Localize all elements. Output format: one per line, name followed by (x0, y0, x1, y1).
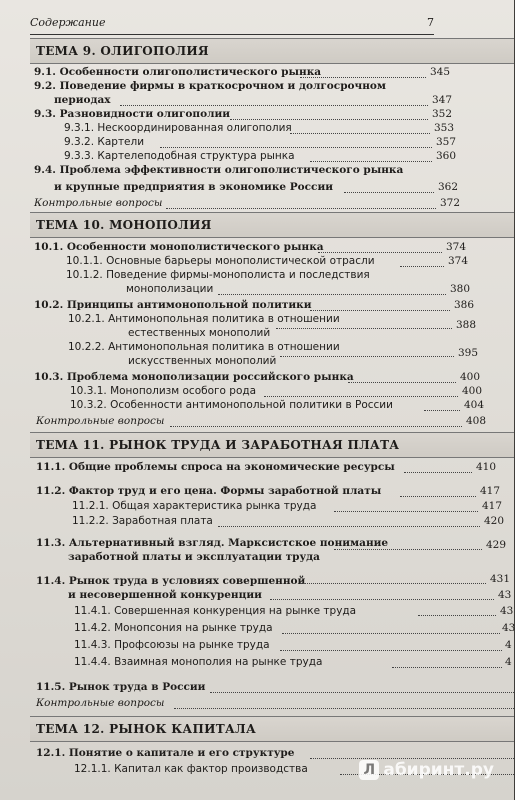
page-number: 7 (427, 16, 434, 29)
toc-entry-10-1-2-cont: монополизации (126, 283, 214, 295)
page-ref-kv9: 372 (440, 197, 461, 209)
toc-entry-9-3-1: 9.3.1. Нескоординированная олигополия (64, 122, 292, 134)
leader-dots (218, 525, 480, 527)
toc-entry-11-4-1: 11.4.1. Совершенная конкуренция на рынке труда (74, 605, 357, 617)
toc-entry-11-2: 11.2. Фактор труд и его цена. Формы заработной платы (36, 485, 382, 497)
page-ref-11-2-1: 417 (482, 500, 503, 512)
toc-entry-10-2: 10.2. Принципы антимонопольной политики (34, 299, 312, 311)
page-ref-10-2-1: 388 (456, 319, 477, 331)
page-ref-11-4: 431 (490, 573, 511, 585)
toc-entry-9-3-3: 9.3.3. Картелеподобная структура рынка (64, 150, 295, 162)
leader-dots (280, 649, 502, 651)
toc-entry-9-2: 9.2. Поведение фирмы в краткосрочном и долгосрочном (34, 80, 387, 92)
page-ref-11-4-1: 43 (500, 605, 514, 617)
page-ref-9-3-2: 357 (436, 136, 457, 148)
page-ref-kv10: 408 (466, 415, 487, 427)
leader-dots (318, 251, 442, 253)
toc-entry-11-4-cont: и несовершенной конкуренции (68, 589, 262, 601)
leader-dots (160, 146, 432, 148)
control-questions-11: Контрольные вопросы (36, 697, 165, 709)
page-ref-9-3-3: 360 (436, 150, 457, 162)
leader-dots (218, 293, 446, 295)
page-ref-10-3-1: 400 (462, 385, 483, 397)
toc-entry-10-2-2: 10.2.2. Антимонопольная политика в отношении (68, 341, 340, 353)
topic-12-heading: ТЕМА 12. РЫНОК КАПИТАЛА (30, 716, 514, 742)
leader-dots (276, 327, 452, 329)
leader-dots (348, 381, 456, 383)
header-title: Содержание (30, 16, 106, 29)
toc-entry-10-2-1-cont: естественных монополий (128, 327, 271, 339)
toc-entry-12-1: 12.1. Понятие о капитале и его структуре (36, 747, 295, 759)
toc-entry-11-2-1: 11.2.1. Общая характеристика рынка труда (72, 500, 317, 512)
topic-9-heading: ТЕМА 9. ОЛИГОПОЛИЯ (30, 38, 514, 64)
page-ref-10-1-2: 380 (450, 283, 471, 295)
toc-entry-9-2-cont: периодах (54, 94, 111, 106)
leader-dots (120, 104, 428, 106)
toc-entry-11-3-cont: заработной платы и эксплуатации труда (68, 551, 320, 563)
toc-entry-11-4-3: 11.4.3. Профсоюзы на рынке труда (74, 639, 270, 651)
labirint-logo-icon: Л (359, 760, 379, 780)
leader-dots (418, 614, 496, 616)
leader-dots (400, 495, 476, 497)
toc-entry-10-3-1: 10.3.1. Монополизм особого рода (70, 385, 257, 397)
leader-dots (170, 425, 462, 427)
leader-dots (270, 598, 494, 600)
toc-entry-10-3-2: 10.3.2. Особенности антимонопольной политики в России (70, 399, 393, 411)
leader-dots (174, 707, 514, 709)
page-ref-9-1: 345 (430, 66, 451, 78)
leader-dots (310, 757, 514, 759)
toc-entry-10-2-1: 10.2.1. Антимонопольная политика в отношении (68, 313, 340, 325)
leader-dots (230, 118, 428, 120)
toc-entry-11-5: 11.5. Рынок труда в России (36, 681, 206, 693)
page-ref-10-1-1: 374 (448, 255, 469, 267)
control-questions-10: Контрольные вопросы (36, 415, 165, 427)
leader-dots (300, 76, 426, 78)
toc-entry-11-2-2: 11.2.2. Заработная плата (72, 515, 213, 527)
leader-dots (424, 409, 460, 411)
labirint-watermark (359, 760, 494, 780)
page-ref-10-2: 386 (454, 299, 475, 311)
leader-dots (210, 691, 514, 693)
toc-entry-10-1-1: 10.1.1. Основные барьеры монополистической отрасли (66, 255, 375, 267)
leader-dots (290, 132, 430, 134)
toc-entry-11-4-4: 11.4.4. Взаимная монополия на рынке труда (74, 656, 323, 668)
leader-dots (282, 632, 500, 634)
running-header (30, 16, 434, 35)
leader-dots (334, 510, 478, 512)
topic-11-heading: ТЕМА 11. РЫНОК ТРУДА И ЗАРАБОТНАЯ ПЛАТА (30, 432, 514, 458)
page-ref-11-4-cont: 43 (498, 589, 512, 601)
page-ref-10-3-2: 404 (464, 399, 485, 411)
toc-entry-11-4-2: 11.4.2. Монопсония на рынке труда (74, 622, 273, 634)
leader-dots (344, 191, 434, 193)
page-ref-11-4-3: 4 (505, 639, 512, 651)
page-ref-10-3: 400 (460, 371, 481, 383)
leader-dots (280, 355, 454, 357)
leader-dots (400, 265, 444, 267)
page-ref-11-1: 410 (476, 461, 497, 473)
toc-entry-11-3: 11.3. Альтернативный взгляд. Марксистское понимание (36, 537, 389, 549)
leader-dots (166, 207, 436, 209)
leader-dots (404, 471, 472, 473)
toc-entry-9-1: 9.1. Особенности олигополистического рынка (34, 66, 322, 78)
watermark-text: абиринт.ру (383, 760, 494, 780)
page-ref-11-2: 417 (480, 485, 501, 497)
toc-entry-12-1-1: 12.1.1. Капитал как фактор производства (74, 763, 308, 775)
page-ref-11-2-2: 420 (484, 515, 505, 527)
leader-dots (310, 309, 450, 311)
page-ref-11-4-4: 4 (505, 656, 512, 668)
leader-dots (264, 395, 458, 397)
topic-10-heading: ТЕМА 10. МОНОПОЛИЯ (30, 212, 514, 238)
page-ref-10-1: 374 (446, 241, 467, 253)
page-ref-9-3-1: 353 (434, 122, 455, 134)
page-ref-9-3: 352 (432, 108, 453, 120)
toc-entry-9-3-2: 9.3.2. Картели (64, 136, 145, 148)
page-ref-11-3: 429 (486, 539, 507, 551)
toc-entry-10-1-2: 10.1.2. Поведение фирмы-монополиста и последствия (66, 269, 370, 281)
control-questions-9: Контрольные вопросы (34, 197, 163, 209)
page-ref-10-2-2: 395 (458, 347, 479, 359)
page-ref-9-4: 362 (438, 181, 459, 193)
toc-entry-11-4: 11.4. Рынок труда в условиях совершенной (36, 575, 306, 587)
toc-entry-10-1: 10.1. Особенности монополистического рынка (34, 241, 324, 253)
leader-dots (392, 666, 502, 668)
toc-entry-9-4: 9.4. Проблема эффективности олигополистического рынка (34, 164, 404, 176)
leader-dots (310, 160, 432, 162)
toc-entry-9-4-cont: и крупные предприятия в экономике России (54, 181, 334, 193)
leader-dots (300, 582, 486, 584)
leader-dots (334, 548, 482, 550)
page-ref-11-4-2: 43 (502, 622, 515, 634)
toc-entry-11-1: 11.1. Общие проблемы спроса на экономические ресурсы (36, 461, 395, 473)
page-ref-9-2: 347 (432, 94, 453, 106)
toc-entry-10-2-2-cont: искусственных монополий (128, 355, 277, 367)
toc-entry-10-3: 10.3. Проблема монополизации российского рынка (34, 371, 354, 383)
toc-entry-9-3: 9.3. Разновидности олигополии (34, 108, 231, 120)
